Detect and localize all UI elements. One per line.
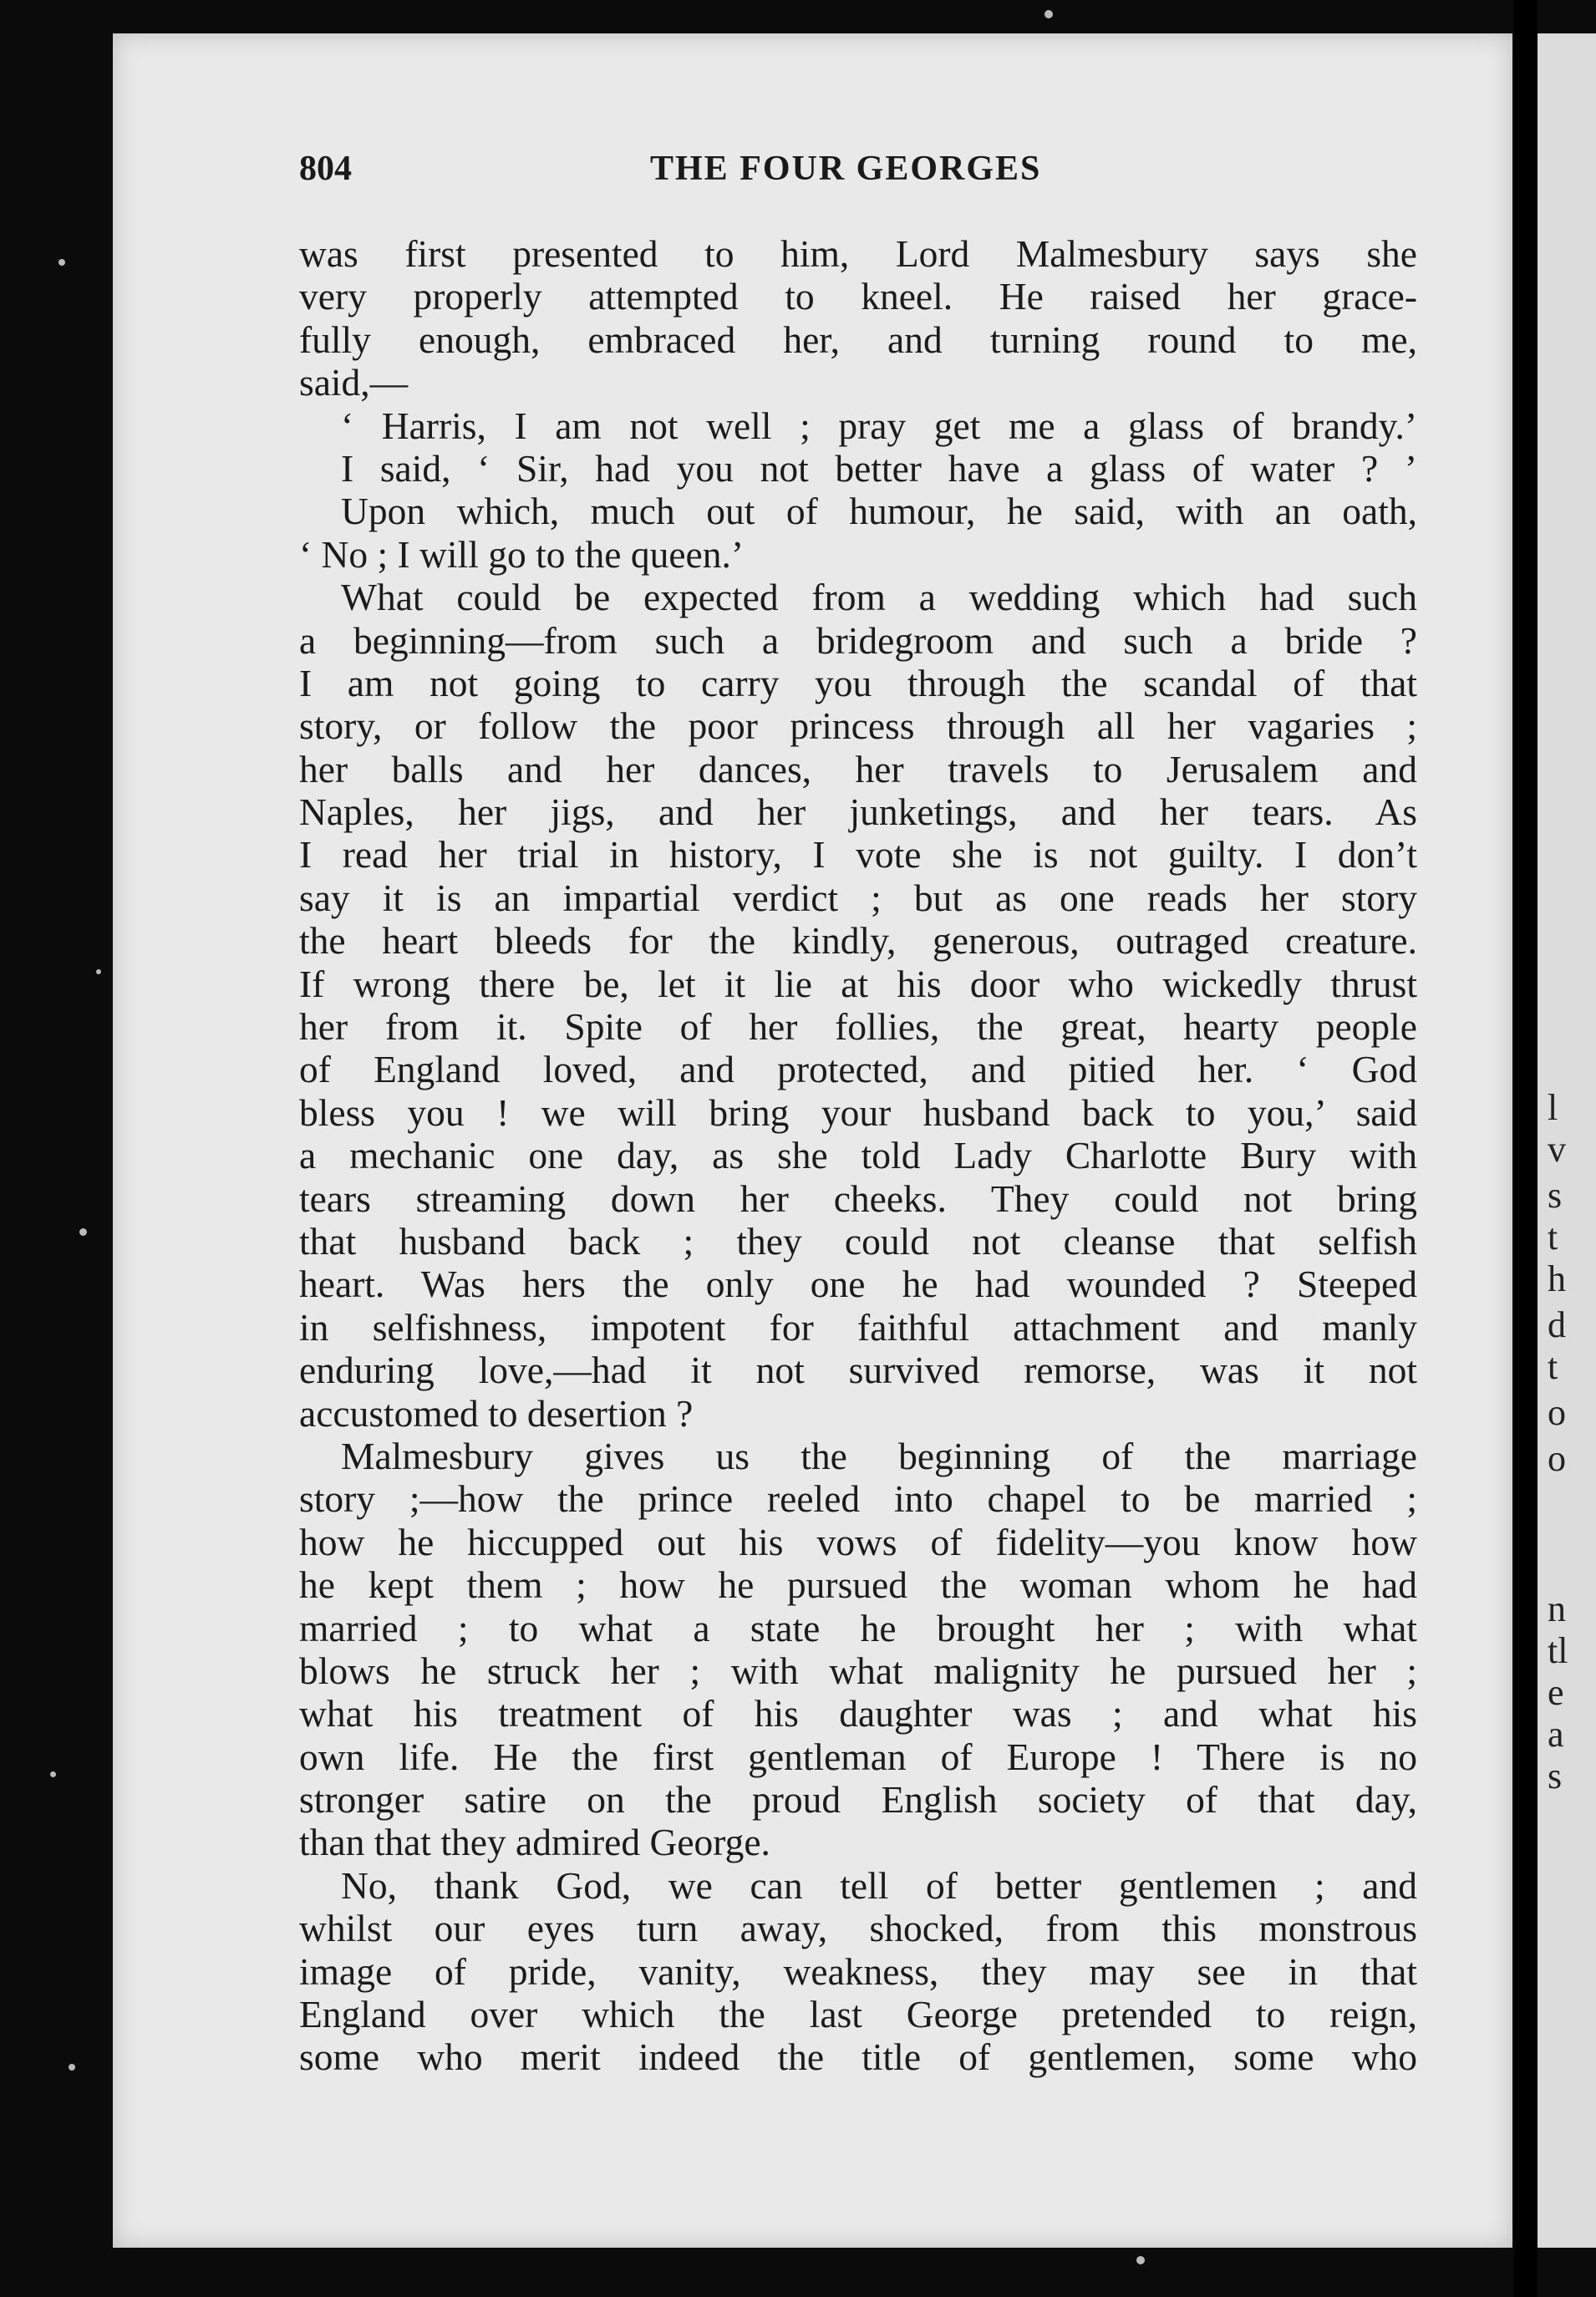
text-line: what his treatment of his daughter was ; and what his (299, 1692, 1417, 1735)
next-page-fragment: o (1548, 1392, 1566, 1433)
next-page-fragment: t (1548, 1217, 1558, 1258)
text-line: a beginning—from such a bridegroom and such a bride ? (299, 618, 1417, 662)
page-gutter (1514, 0, 1538, 2297)
next-page-fragment: n (1548, 1588, 1566, 1629)
running-head (299, 149, 1419, 199)
next-page-fragment: tl (1548, 1630, 1568, 1671)
text-line: the heart bleeds for the kindly, generous, outraged creature. (299, 919, 1417, 963)
text-line: in selfishness, impotent for faithful attachment and manly (299, 1305, 1417, 1349)
page-number: 804 (299, 150, 352, 188)
text-line: say it is an impartial verdict ; but as one reads her story (299, 876, 1417, 919)
next-page-fragment: l (1548, 1087, 1558, 1128)
text-line: ‘ Harris, I am not well ; pray get me a glass of brandy.’ (341, 404, 1417, 447)
running-title: THE FOUR GEORGES (650, 150, 1042, 188)
text-line: stronger satire on the proud English society of that day, (299, 1778, 1417, 1822)
text-line: was first presented to him, Lord Malmesbury says she (299, 232, 1417, 275)
text-line: I am not going to carry you through the scandal of that (299, 661, 1417, 704)
next-page-fragment: d (1548, 1304, 1566, 1345)
text-line: that husband back ; they could not cleanse that selfish (299, 1219, 1417, 1263)
text-line: fully enough, embraced her, and turning round to me, (299, 318, 1417, 361)
text-line: Naples, her jigs, and her junketings, and her tears. As (299, 790, 1417, 834)
text-line: a mechanic one day, as she told Lady Charlotte Bury with (299, 1134, 1417, 1177)
next-page-edge (1538, 33, 1596, 2248)
next-page-fragment: h (1548, 1258, 1566, 1299)
text-line: married ; to what a state he brought her ; with what (299, 1606, 1417, 1649)
next-page-fragment: s (1548, 1175, 1563, 1216)
body-text (299, 232, 1417, 2079)
text-line: No, thank God, we can tell of better gentlemen ; and (341, 1863, 1417, 1907)
text-line: I read her trial in history, I vote she is not guilty. I don’t (299, 833, 1417, 877)
next-page-fragment: t (1548, 1346, 1558, 1387)
text-line: ‘ No ; I will go to the queen.’ (299, 532, 744, 576)
text-line: blows he struck her ; with what malignity he pursued her ; (299, 1649, 1417, 1692)
text-line: If wrong there be, let it lie at his door who wickedly thrust (299, 962, 1417, 1005)
text-line: England over which the last George pretended to reign, (299, 1993, 1417, 2036)
text-line: story, or follow the poor princess through all her vagaries ; (299, 704, 1417, 748)
text-line: tears streaming down her cheeks. They could not bring (299, 1176, 1417, 1220)
text-line: said,— (299, 361, 409, 404)
text-line: he kept them ; how he pursued the woman whom he had (299, 1563, 1417, 1607)
text-line: her balls and her dances, her travels to Jerusalem and (299, 747, 1417, 790)
text-line: What could be expected from a wedding which had such (341, 576, 1417, 619)
text-line: very properly attempted to kneel. He raised her grace- (299, 275, 1417, 318)
next-page-fragment: o (1548, 1438, 1566, 1479)
next-page-fragment: e (1548, 1672, 1564, 1713)
text-line: image of pride, vanity, weakness, they may see in that (299, 1949, 1417, 1993)
text-line: own life. He the first gentleman of Europe ! There is no (299, 1735, 1417, 1778)
next-page-fragment: v (1548, 1129, 1566, 1170)
text-line: Malmesbury gives us the beginning of the marriage (341, 1434, 1417, 1477)
text-line: accustomed to desertion ? (299, 1391, 694, 1435)
text-line: some who merit indeed the title of gentlemen, some who (299, 2035, 1417, 2079)
text-line: enduring love,—had it not survived remorse, was it not (299, 1349, 1417, 1392)
text-line: Upon which, much out of humour, he said, with an oath, (341, 490, 1417, 533)
next-page-fragment: a (1548, 1714, 1564, 1755)
text-line: of England loved, and protected, and pitied her. ‘ God (299, 1048, 1417, 1091)
text-line: bless you ! we will bring your husband back to you,’ said (299, 1090, 1417, 1134)
text-line: her from it. Spite of her follies, the great, hearty people (299, 1005, 1417, 1049)
text-line: whilst our eyes turn away, shocked, from this monstrous (299, 1907, 1417, 1950)
text-line: story ;—how the prince reeled into chapel to be married ; (299, 1477, 1417, 1521)
text-line: than that they admired George. (299, 1821, 770, 1864)
text-line: heart. Was hers the only one he had wounded ? Steeped (299, 1263, 1417, 1306)
text-line: how he hiccupped out his vows of fidelity—you know how (299, 1520, 1417, 1563)
text-line: I said, ‘ Sir, had you not better have a glass of water ? ’ (341, 446, 1417, 490)
next-page-fragment: s (1548, 1756, 1563, 1796)
